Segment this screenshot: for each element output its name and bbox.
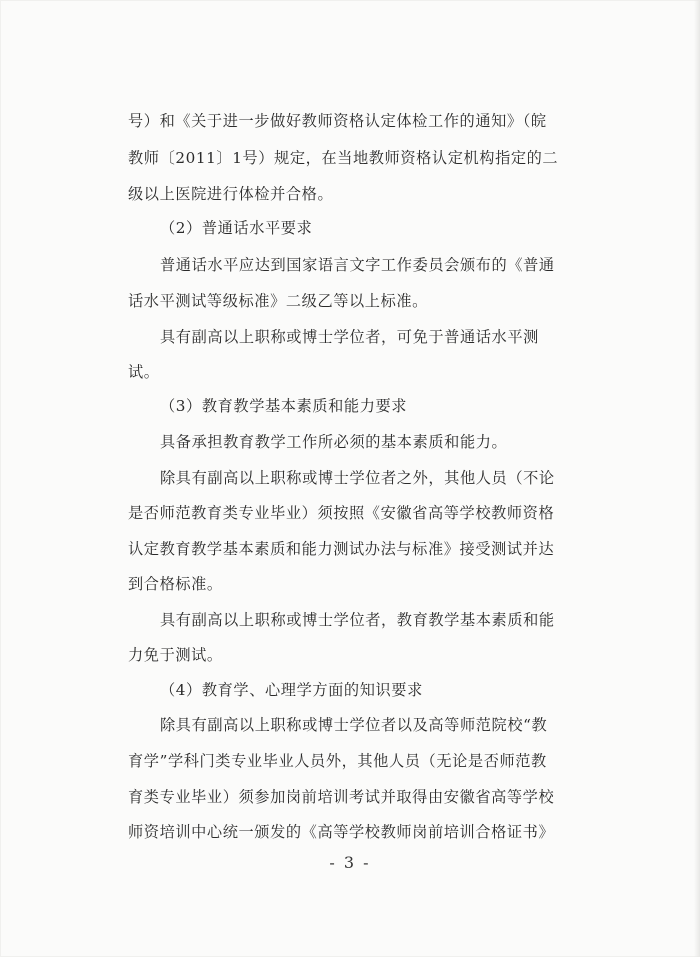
text-line: 具有副高以上职称或博士学位者，教育教学基本素质和能 [160,611,555,629]
text-line: 话水平测试等级标准》二级乙等以上标准。 [128,292,428,310]
text-line: 育类专业毕业）须参加岗前培训考试并取得由安徽省高等学校 [128,788,555,806]
section-heading: （4）教育学、心理学方面的知识要求 [160,681,423,699]
text-line: 育学”学科门类专业毕业人员外，其他人员（无论是否师范教 [128,752,547,770]
page-number: - 3 - [329,853,371,872]
scan-edge-shadow [694,0,700,957]
text-line: 师资培训中心统一颁发的《高等学校教师岗前培训合格证书》 [128,823,555,841]
text-line: 具备承担教育教学工作所必须的基本素质和能力。 [160,433,508,451]
text-line: 除具有副高以上职称或博士学位者之外，其他人员（不论 [160,469,555,487]
text-line: 级以上医院进行体检并合格。 [128,185,334,203]
text-line: 普通话水平应达到国家语言文字工作委员会颁布的《普通 [160,256,555,274]
text-line: 教师〔2011〕1号）规定，在当地教师资格认定机构指定的二 [128,149,559,167]
text-line: 认定教育教学基本素质和能力测试办法与标准》接受测试并达 [128,540,555,558]
text-line: 具有副高以上职称或博士学位者，可免于普通话水平测 [160,328,539,346]
section-heading: （3）教育教学基本素质和能力要求 [160,397,408,415]
text-line: 到合格标准。 [128,575,223,593]
text-line: 试。 [128,363,160,381]
section-heading: （2）普通话水平要求 [160,219,313,237]
text-line: 是否师范教育类专业毕业）须按照《安徽省高等学校教师资格 [128,504,555,522]
text-line: 号）和《关于进一步做好教师资格认定体检工作的通知》（皖 [128,112,547,130]
text-line: 力免于测试。 [128,646,223,664]
text-line: 除具有副高以上职称或博士学位者以及高等师范院校“教 [160,716,548,734]
